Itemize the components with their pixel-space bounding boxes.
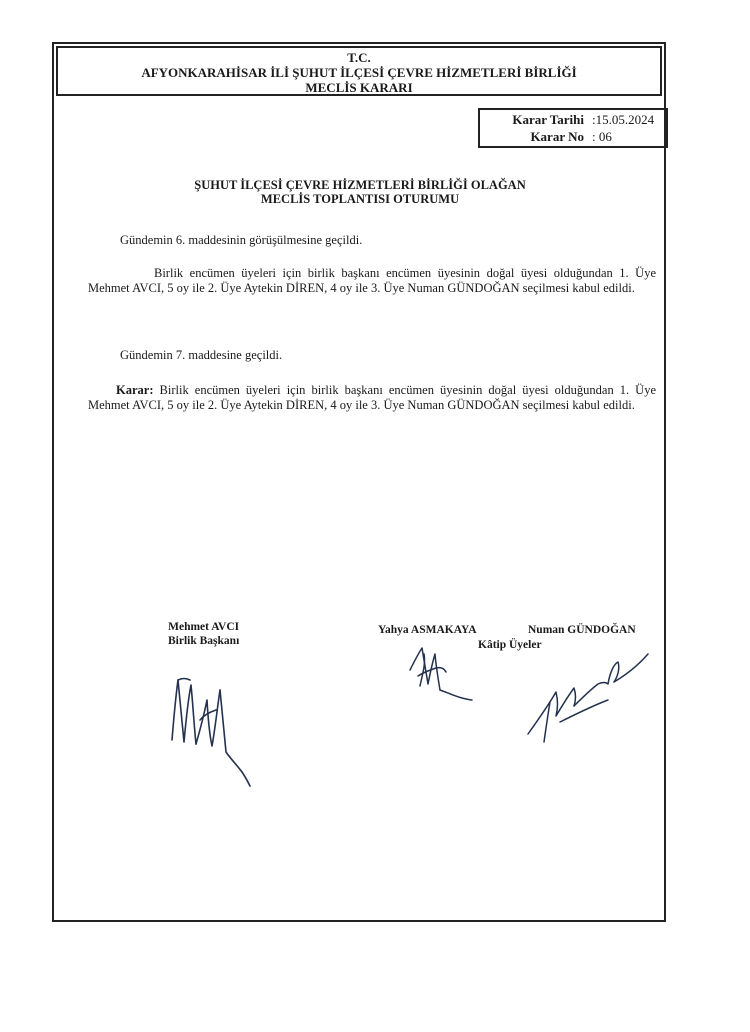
clerk1-signature-image — [400, 640, 480, 706]
decision-date-value: :15.05.2024 — [592, 112, 655, 127]
clerk1-name: Yahya ASMAKAYA — [378, 624, 477, 636]
agenda-item-6: Gündemin 6. maddesinin görüşülmesine geçildi. — [120, 233, 363, 247]
clerk2-signature-image — [520, 648, 660, 748]
decision-date-label: Karar Tarihi — [512, 112, 584, 127]
chair-signature-image — [160, 660, 270, 790]
document-header — [56, 46, 662, 96]
chair-name: Mehmet AVCI — [168, 621, 240, 633]
session-title-line1: ŞUHUT İLÇESİ ÇEVRE HİZMETLERİ BİRLİĞİ OLAĞAN — [194, 178, 526, 192]
header-line-type: MECLİS KARARI — [305, 80, 413, 95]
clerks-title: Kâtip Üyeler — [478, 639, 542, 651]
agenda-item-7-text: Gündemin 7. maddesine geçildi. — [120, 348, 283, 362]
chair-signature-block — [168, 620, 239, 648]
document-frame — [52, 42, 666, 922]
session-title — [130, 178, 590, 206]
clerk2-name: Numan GÜNDOĞAN — [528, 624, 636, 636]
paragraph-election: Birlik encümen üyeleri için birlik başkanı encümen üyesinin doğal üyesi olduğundan 1. Üye Mehmet AVCI, 5 oy ile 2. Üye Aytekin DİREN, 4 oy ile 3. Üye Numan GÜNDOĞAN seçilmesi kabul edildi. — [88, 266, 656, 295]
decision-text: Birlik encümen üyeleri için birlik başkanı encümen üyesinin doğal üyesi olduğundan 1. Üye Mehmet AVCI, 5 oy ile 2. Üye Aytekin DİREN, 4 oy ile 3. Üye Numan GÜNDOĞAN seçilmesi kabul edildi. — [88, 383, 657, 412]
decision-number-label: Karar No — [530, 129, 584, 144]
decision-paragraph — [88, 383, 656, 412]
decision-number-value: : 06 — [592, 129, 612, 144]
header-line-institution: AFYONKARAHİSAR İLİ ŞUHUT İLÇESİ ÇEVRE HİZMETLERİ BİRLİĞİ — [141, 65, 577, 80]
agenda-item-7 — [120, 348, 620, 363]
session-title-line2: MECLİS TOPLANTISI OTURUMU — [260, 192, 460, 206]
decision-label: Karar: — [116, 383, 154, 397]
header-line-tc: T.C. — [347, 50, 371, 65]
chair-title: Birlik Başkanı — [168, 635, 240, 647]
decision-meta-box — [478, 108, 668, 148]
